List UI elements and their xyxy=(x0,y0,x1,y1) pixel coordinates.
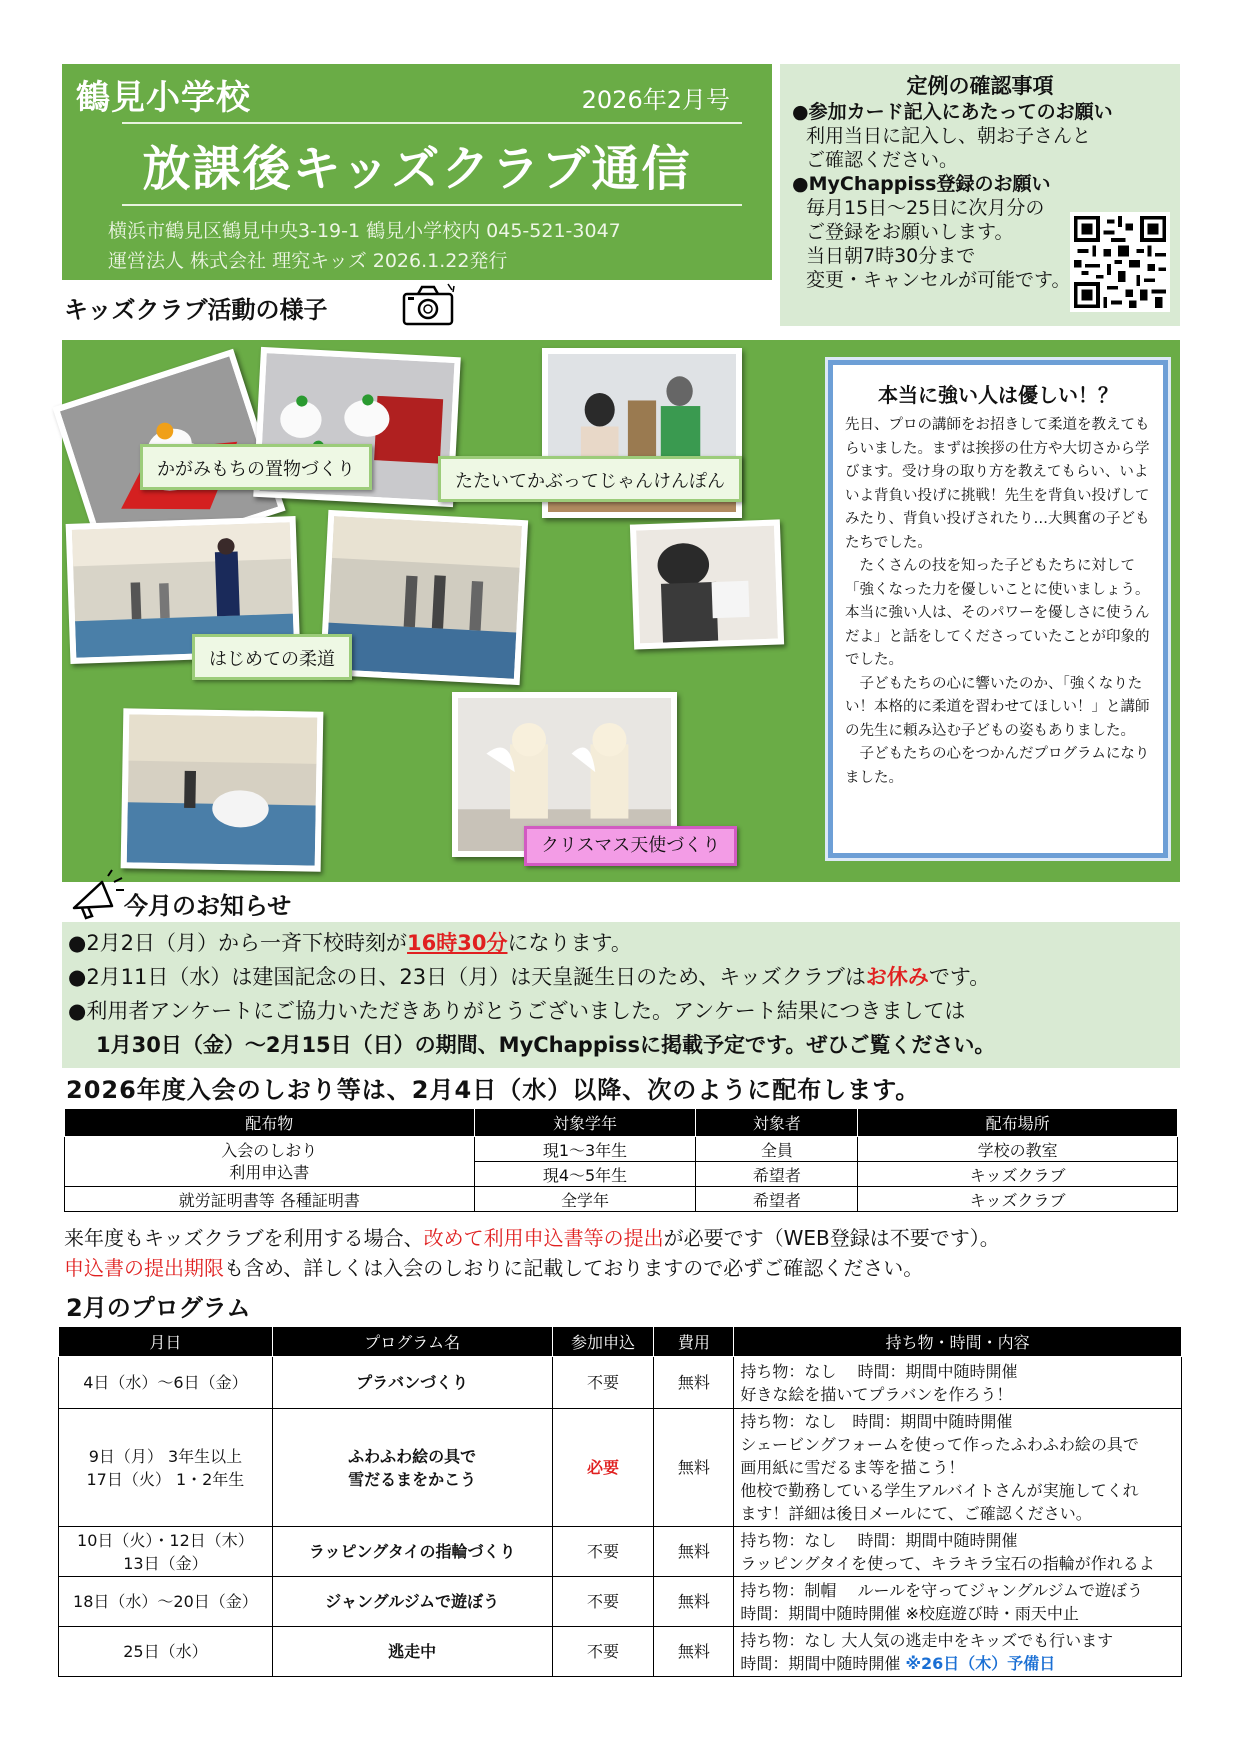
story-title: 本当に強い人は優しい！？ xyxy=(878,383,1118,407)
program-heading: 2月のプログラム xyxy=(66,1294,251,1322)
cell-text xyxy=(740,1652,1181,1675)
table-cell: 学校の教室 xyxy=(858,1137,1178,1162)
table-header-row xyxy=(59,1327,1182,1357)
cell-text: 持ち物：なし 時間：期間中随時開催 xyxy=(740,1530,1018,1550)
note-highlight: 申込書の提出期限 xyxy=(64,1256,224,1280)
table-cell: 現1～3年生 xyxy=(474,1137,696,1162)
table-row xyxy=(65,1187,1178,1212)
caption-angel: クリスマス天使づくり xyxy=(524,826,737,866)
qr-code[interactable] xyxy=(1070,212,1170,312)
cell-text: 時間：期間中随時開催 ※校庭遊び時・雨天中止 xyxy=(740,1603,1079,1623)
program-fee: 無料 xyxy=(654,1409,734,1527)
cell-text: 他校で勤務している学生アルバイトさんが実施してくれ xyxy=(740,1481,1139,1500)
program-fee: 無料 xyxy=(654,1357,734,1409)
program-apply: 不要 xyxy=(552,1527,654,1577)
notice-item-head: ●参加カード記入にあたってのお願い xyxy=(792,101,1113,123)
column-header: 月日 xyxy=(59,1327,273,1357)
notice-text: 当日朝7時30分まで xyxy=(806,245,976,267)
regular-notice-box xyxy=(780,64,1180,326)
story-paragraph: 先日、プロの講師をお招きして柔道を教えてもらいました。まずは挨拶の仕方や大切さから学びます。受け身の取り方を教えてもらい、いよいよ背負い投げに挑戦！先生を背負い投げしてみたり、背負い投げされたり…大興奮の子どもたちでした。 xyxy=(845,417,1150,551)
notice-text: 毎月15日～25日に次月分の xyxy=(806,197,1045,219)
column-header: 参加申込 xyxy=(552,1327,654,1357)
table-row xyxy=(59,1577,1182,1627)
note-highlight: 改めて利用申込書等の提出 xyxy=(423,1226,664,1250)
notice-text: ご確認ください。 xyxy=(806,149,959,171)
news-highlight: お休み xyxy=(865,965,929,989)
program-table xyxy=(58,1326,1182,1677)
cell-text: 18日（水）～20日（金） xyxy=(73,1592,258,1611)
program-detail xyxy=(734,1627,1182,1677)
cell-text: プラバンづくり xyxy=(356,1373,469,1392)
news-highlight: 16時30分 xyxy=(407,931,508,955)
program-detail xyxy=(734,1527,1182,1577)
notice-title: 定例の確認事項 xyxy=(906,74,1054,98)
program-date xyxy=(59,1577,273,1627)
column-header: 配布場所 xyxy=(858,1109,1178,1137)
photo-judo-throw xyxy=(121,708,324,871)
cell-text: 画用紙に雪だるま等を描こう！ xyxy=(740,1458,965,1477)
camera-icon xyxy=(400,282,458,328)
header-banner xyxy=(62,64,772,280)
cell-text: 13日（金） xyxy=(123,1553,208,1573)
table-row xyxy=(59,1527,1182,1577)
table-cell: 現4～5年生 xyxy=(474,1162,696,1187)
program-name xyxy=(272,1627,552,1677)
notice-text: 利用当日に記入し、朝お子さんと xyxy=(806,125,1092,147)
cell-text: 持ち物：なし 大人気の逃走中をキッズでも行います xyxy=(740,1630,1114,1650)
caption-judo: はじめての柔道 xyxy=(192,634,352,680)
program-detail xyxy=(734,1577,1182,1627)
program-date xyxy=(59,1409,273,1527)
note-text: が必要です（WEB登録は不要です）。 xyxy=(663,1226,1000,1250)
enroll-note xyxy=(64,1222,1000,1251)
table-header-row xyxy=(65,1109,1178,1137)
judo-story-box xyxy=(828,360,1168,858)
caption-janken: たたいてかぶってじゃんけんぽん xyxy=(438,456,742,502)
news-heading: 今月のお知らせ xyxy=(124,892,292,920)
news-text: ●2月2日（月）から一斉下校時刻が xyxy=(68,931,408,955)
photo-angel-crafting xyxy=(630,519,784,649)
distribution-table xyxy=(64,1108,1178,1212)
program-apply: 不要 xyxy=(552,1357,654,1409)
operator: 運営法人 株式会社 理究キッズ 2026.1.22発行 xyxy=(108,250,508,272)
cell-text: 利用申込書 xyxy=(229,1162,310,1182)
cell-text: 25日（水） xyxy=(123,1642,208,1661)
table-row xyxy=(65,1137,1178,1162)
news-text: になります。 xyxy=(507,931,632,955)
program-detail xyxy=(734,1357,1182,1409)
divider xyxy=(122,122,742,124)
cell-text: ジャングルジムで遊ぼう xyxy=(325,1592,500,1611)
enroll-note xyxy=(64,1252,923,1281)
divider xyxy=(122,204,742,206)
program-name xyxy=(272,1527,552,1577)
note-text: 来年度もキッズクラブを利用する場合、 xyxy=(64,1226,424,1250)
table-cell: 就労証明書等 各種証明書 xyxy=(65,1187,475,1212)
activity-heading: キッズクラブ活動の様子 xyxy=(64,296,328,324)
program-fee: 無料 xyxy=(654,1527,734,1577)
news-text: ●2月11日（水）は建国記念の日、23日（月）は天皇誕生日のため、キッズクラブは xyxy=(68,965,866,989)
column-header: 対象者 xyxy=(696,1109,858,1137)
news-line: ●利用者アンケートにご協力いただきありがとうございました。アンケート結果につきましては xyxy=(68,999,966,1023)
cell-text: 好きな絵を描いてプラバンを作ろう！ xyxy=(740,1384,1013,1404)
megaphone-icon xyxy=(68,868,126,922)
cell-text: 17日（火） 1・2年生 xyxy=(86,1469,245,1489)
school-name: 鶴見小学校 xyxy=(76,78,251,118)
table-cell: キッズクラブ xyxy=(858,1162,1178,1187)
news-box xyxy=(62,922,1180,1068)
note-text: も含め、詳しくは入会のしおりに記載しておりますので必ずご確認ください。 xyxy=(224,1256,924,1280)
table-row xyxy=(59,1627,1182,1677)
cell-text: ラッピングタイを使って、キラキラ宝石の指輪が作れるよ xyxy=(740,1553,1155,1573)
cell-text: 持ち物：制帽 ルールを守ってジャングルジムで遊ぼう xyxy=(740,1580,1143,1600)
cell-text: ふわふわ絵の具で xyxy=(348,1446,477,1466)
story-paragraph: 子どもたちの心に響いたのか、「強くなりたい！本格的に柔道を習わせてほしい！」と講師の先生に頼み込む子どもの姿もありました。 xyxy=(845,675,1150,739)
reserve-day-note: ※26日（木）予備日 xyxy=(905,1653,1056,1673)
cell-text: 雪だるまをかこう xyxy=(348,1469,477,1489)
cell-text: 持ち物：なし 時間：期間中随時開催 xyxy=(740,1361,1018,1381)
notice-text: 変更・キャンセルが可能です。 xyxy=(806,269,1071,291)
program-name xyxy=(272,1409,552,1527)
program-fee: 無料 xyxy=(654,1577,734,1627)
story-paragraph: たくさんの技を知った子どもたちに対して「強くなった力を優しいことに使いましょう。本当に強い人は、そのパワーを優しさに使うんだよ」と話をしてくださっていたことが印象的でした。 xyxy=(845,558,1150,668)
cell-text: 10日（火）・12日（木） xyxy=(77,1530,254,1550)
column-header: 対象学年 xyxy=(474,1109,696,1137)
cell-text: 時間：期間中随時開催 xyxy=(740,1653,906,1673)
program-apply: 不要 xyxy=(552,1577,654,1627)
cell-text: 逃走中 xyxy=(388,1642,437,1661)
program-date xyxy=(59,1527,273,1577)
cell-text: ラッピングタイの指輪づくり xyxy=(308,1542,516,1561)
issue-date: 2026年2月号 xyxy=(581,86,730,114)
newsletter-title: 放課後キッズクラブ通信 xyxy=(142,141,692,197)
caption-kagami-mochi: かがみもちの置物づくり xyxy=(140,444,372,490)
table-cell: 希望者 xyxy=(696,1187,858,1212)
program-date xyxy=(59,1627,273,1677)
cell-text: 4日（水）～6日（金） xyxy=(83,1373,248,1392)
program-date xyxy=(59,1357,273,1409)
column-header: 配布物 xyxy=(65,1109,475,1137)
cell-text: シェービングフォームを使って作ったふわふわ絵の具で xyxy=(740,1435,1139,1454)
column-header: プログラム名 xyxy=(272,1327,552,1357)
table-row xyxy=(59,1409,1182,1527)
cell-text: 9日（月） 3年生以上 xyxy=(88,1446,243,1466)
news-line: 1月30日（金）～2月15日（日）の期間、MyChappissに掲載予定です。ぜひご覧ください。 xyxy=(96,1033,996,1057)
cell-text: ます！詳細は後日メールにて、ご確認ください。 xyxy=(740,1504,1092,1523)
program-detail xyxy=(734,1409,1182,1527)
enroll-heading: 2026年度入会のしおり等は、2月4日（水）以降、次のように配布します。 xyxy=(66,1076,921,1104)
story-paragraph: 子どもたちの心をつかんだプログラムになりました。 xyxy=(845,746,1150,786)
table-row xyxy=(59,1357,1182,1409)
table-cell: 全員 xyxy=(696,1137,858,1162)
news-text: です。 xyxy=(928,965,991,989)
notice-text: ご登録をお願いします。 xyxy=(806,221,1014,243)
news-line xyxy=(68,926,1174,960)
cell-text: 持ち物：なし 時間：期間中随時開催 xyxy=(740,1412,1013,1431)
table-cell: 全学年 xyxy=(474,1187,696,1212)
cell-text: 入会のしおり xyxy=(221,1140,318,1160)
news-line xyxy=(68,960,1174,994)
table-cell: 希望者 xyxy=(696,1162,858,1187)
table-cell xyxy=(65,1137,475,1187)
address: 横浜市鶴見区鶴見中央3-19-1 鶴見小学校内 045-521-3047 xyxy=(108,220,621,242)
table-cell: キッズクラブ xyxy=(858,1187,1178,1212)
column-header: 費用 xyxy=(654,1327,734,1357)
notice-item-head: ●MyChappiss登録のお願い xyxy=(792,173,1051,195)
program-name xyxy=(272,1577,552,1627)
program-apply: 不要 xyxy=(552,1627,654,1677)
program-apply: 必要 xyxy=(552,1409,654,1527)
program-fee: 無料 xyxy=(654,1627,734,1677)
column-header: 持ち物・時間・内容 xyxy=(734,1327,1182,1357)
program-name xyxy=(272,1357,552,1409)
